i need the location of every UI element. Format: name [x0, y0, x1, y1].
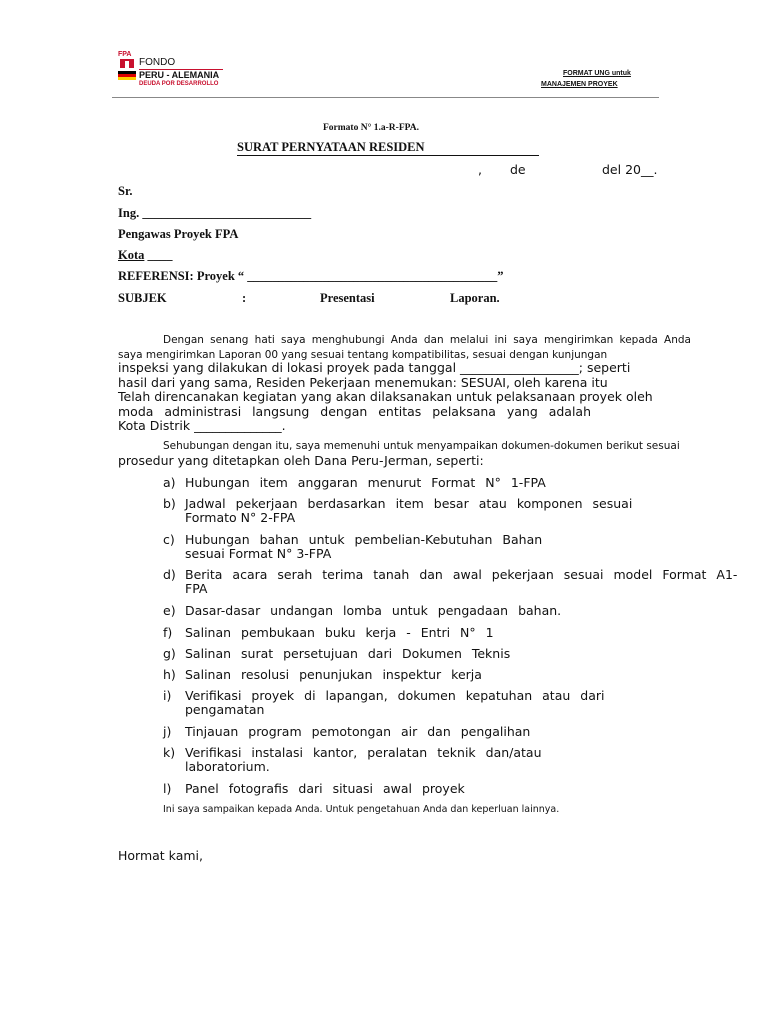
formato-number: Formato N° 1.a-R-FPA.	[323, 123, 419, 133]
list-item-label: d)	[163, 567, 176, 582]
list-item	[163, 626, 494, 640]
header-format-line2: MANAJEMEN PROYEK	[541, 81, 618, 88]
list-item-text: Salinan surat persetujuan dari Dokumen Teknis	[185, 646, 511, 661]
logo-fondo: FONDO	[139, 57, 176, 68]
date-del: del 20__.	[602, 162, 658, 177]
para1-line3: inspeksi yang dilakukan di lokasi proyek pada tanggal ___________________; seperti	[118, 360, 631, 375]
list-item	[163, 533, 542, 547]
header-divider	[112, 97, 659, 98]
para2-line2: prosedur yang ditetapkan oleh Dana Peru-Jerman, seperti:	[118, 453, 484, 468]
list-item-label: h)	[163, 667, 176, 682]
document-title: SURAT PERNYATAAN RESIDEN	[237, 140, 539, 156]
list-item-text: Hubungan bahan untuk pembelian-Kebutuhan Bahan	[185, 532, 543, 547]
list-item-continuation: Formato N° 2-FPA	[185, 510, 296, 525]
para1-line2: saya mengirimkan Laporan 00 yang sesuai tentang kompatibilitas, sesuai dengan kunjungan	[118, 349, 608, 361]
list-item-label: j)	[163, 724, 172, 739]
list-item-continuation: sesuai Format N° 3-FPA	[185, 546, 332, 561]
list-item-label: a)	[163, 475, 176, 490]
signoff: Hormat kami,	[118, 848, 203, 863]
list-item	[163, 604, 561, 618]
date-de: de	[510, 162, 526, 177]
list-item	[163, 476, 546, 490]
list-item	[163, 668, 482, 682]
referensi-line: REFERENSI: Proyek “ ________________________________________”	[118, 269, 504, 283]
salutation-ing: Ing. ___________________________	[118, 206, 312, 220]
header-format-line1: FORMAT UNG untuk	[563, 70, 631, 77]
para1-line4: hasil dari yang sama, Residen Pekerjaan menemukan: SESUAI, oleh karena itu	[118, 375, 608, 390]
list-item-label: g)	[163, 646, 176, 661]
logo-fpa-text: FPA	[118, 51, 132, 58]
salutation-sr: Sr.	[118, 184, 133, 198]
logo-peru-alemania: PERU - ALEMANIA	[139, 70, 220, 80]
fpa-logo-icon	[120, 59, 134, 68]
list-item-label: i)	[163, 688, 172, 703]
list-item-label: c)	[163, 532, 175, 547]
list-item-text: Verifikasi proyek di lapangan, dokumen kepatuhan atau dari	[185, 688, 605, 703]
list-item-text: Salinan pembukaan buku kerja - Entri N° 1	[185, 625, 494, 640]
list-item-label: l)	[163, 781, 172, 796]
list-item-continuation: pengamatan	[185, 702, 265, 717]
list-item	[163, 568, 737, 582]
kota-blank: ____	[147, 248, 173, 262]
list-item-continuation: FPA	[185, 581, 208, 596]
para1-line5: Telah direncanakan kegiatan yang akan dilaksanakan untuk pelaksanaan proyek oleh	[118, 389, 653, 404]
list-item-text: Berita acara serah terima tanah dan awal pekerjaan sesuai model Format A1-	[185, 567, 738, 582]
list-item	[163, 725, 530, 739]
para2-line1: Sehubungan dengan itu, saya memenuhi untuk menyampaikan dokumen-dokumen berikut sesuai	[163, 440, 680, 452]
closing-note: Ini saya sampaikan kepada Anda. Untuk pengetahuan Anda dan keperluan lainnya.	[163, 804, 560, 815]
subjek-label: SUBJEK	[118, 291, 167, 305]
list-item-text: Salinan resolusi penunjukan inspektur kerja	[185, 667, 482, 682]
para1-line7: Kota Distrik ______________.	[118, 418, 286, 433]
list-item	[163, 497, 632, 511]
list-item-text: Jadwal pekerjaan berdasarkan item besar atau komponen sesuai	[185, 496, 633, 511]
germany-flag-icon	[118, 71, 136, 80]
list-item-text: Hubungan item anggaran menurut Format N° 1-FPA	[185, 475, 546, 490]
subjek-colon: :	[242, 291, 247, 305]
para1-line1: Dengan senang hati saya menghubungi Anda dan melalui ini saya mengirimkan kepada Anda	[163, 334, 691, 346]
kota-line	[118, 248, 173, 263]
kota-label: Kota	[118, 248, 145, 262]
list-item-continuation: laboratorium.	[185, 759, 270, 774]
pengawas-line: Pengawas Proyek FPA	[118, 227, 239, 241]
list-item	[163, 647, 510, 661]
list-item-text: Verifikasi instalasi kantor, peralatan teknik dan/atau	[185, 745, 542, 760]
list-item	[163, 746, 542, 760]
logo-deuda: DEUDA POR DESARROLLO	[139, 81, 219, 87]
date-comma: ,	[478, 162, 482, 177]
subjek-laporan: Laporan.	[450, 291, 500, 305]
list-item-label: k)	[163, 745, 176, 760]
list-item-text: Dasar-dasar undangan lomba untuk pengadaan bahan.	[185, 603, 562, 618]
list-item-label: f)	[163, 625, 173, 640]
para1-line6: moda administrasi langsung dengan entitas pelaksana yang adalah	[118, 404, 591, 419]
list-item-text: Tinjauan program pemotongan air dan pengalihan	[185, 724, 531, 739]
list-item-label: b)	[163, 496, 176, 511]
list-item-text: Panel fotografis dari situasi awal proyek	[185, 781, 465, 796]
list-item	[163, 782, 465, 796]
subjek-presentasi: Presentasi	[320, 291, 375, 305]
list-item	[163, 689, 604, 703]
list-item-label: e)	[163, 603, 176, 618]
